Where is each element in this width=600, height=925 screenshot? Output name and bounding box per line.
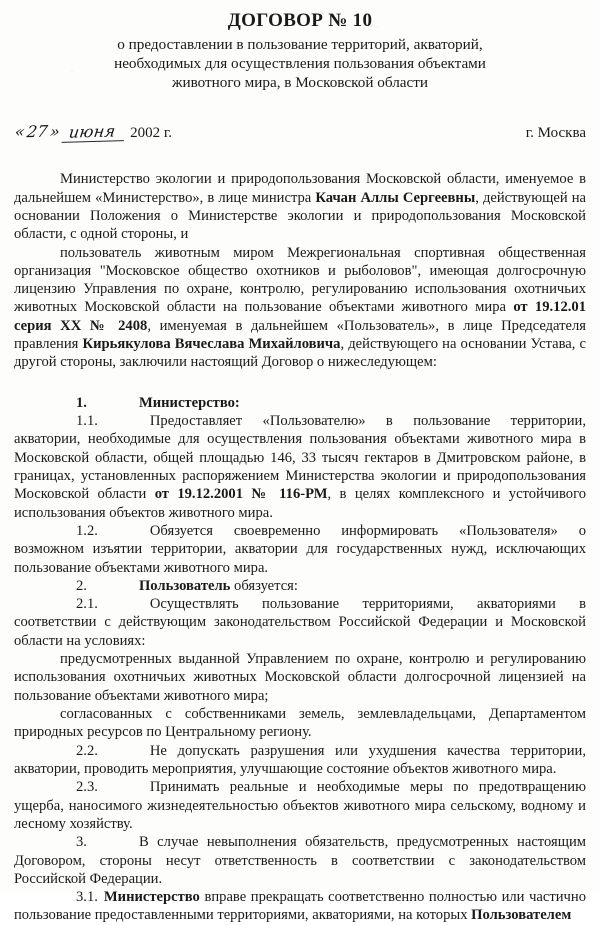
clause-1-1-text-after: , в целях комплексного и устойчивого использования объектов животного мира. — [14, 486, 586, 521]
contract-place: г. Москва — [525, 125, 586, 142]
clause-2-1-number: 2.1. — [76, 596, 98, 613]
section-2-number: 2. — [76, 577, 87, 594]
section-2-heading — [14, 577, 586, 595]
clause-1-1-text-before: Предоставляет «Пользователю» в пользование территории, акватории, необходимые для осуществления пользования объектами животного мира в Московской области, общей площадью 146, 33 тысяч гектаров в Дмитровском районе, в границах, установленных распоряжением Министерства экологии и природопользования Московской области — [14, 413, 586, 503]
clause-2-1 — [14, 595, 586, 650]
date-year: 2002 г. — [130, 125, 173, 142]
minister-name: Качан Аллы Сергеевны — [315, 189, 476, 206]
spacer — [14, 372, 586, 394]
preamble-ministry-text-2: , действующей на основании Положения о Министерстве экологии и природопользования Московской области, с одной стороны, и — [14, 189, 586, 243]
date-quote-open: « — [13, 122, 27, 142]
contract-date — [14, 122, 172, 142]
clause-3-1 — [14, 888, 586, 925]
date-month-handwritten: июня — [61, 121, 126, 143]
subtitle-line-1: о предоставлении в пользование территорий, акваторий, — [117, 35, 483, 53]
preamble-ministry — [14, 170, 586, 243]
page-title: ДОГОВОР № 10 — [227, 10, 373, 31]
license-reference: от 19.12.01 серия ХХ № 2408 — [14, 299, 586, 334]
clause-1-2 — [14, 522, 586, 577]
date-place-row — [14, 122, 586, 142]
preamble-user-text-2: , именуемая в дальнейшем «Пользователь», в лице Председателя правления — [14, 317, 586, 353]
preamble-ministry-text-1: Министерство экологии и природопользования Московской области, именуемое в дальнейшем «Министерство», в лице министра — [14, 171, 586, 206]
clause-2-2-number: 2.2. — [76, 742, 98, 759]
clause-2-1-subparagraph-1: предусмотренных выданной Управлением по охране, контролю и регулированию использования охотничьих животных Московской области долгосрочной лицензией на пользование объектами животного мира; — [14, 651, 586, 704]
clause-2-3-number: 2.3. — [76, 779, 98, 796]
clause-1-2-text: Обязуется своевременно информировать «Пользователя» о возможном изъятии территории, акватории для государственных нужд, исключающих пользование объектами животного мира. — [14, 522, 586, 576]
document-subtitle — [40, 34, 560, 92]
clause-1-1-number: 1.1. — [76, 413, 98, 430]
preamble-user — [14, 244, 586, 372]
date-quote-close: » — [48, 122, 62, 142]
date-day-handwritten: 27 — [25, 121, 50, 142]
clause-1-2-number: 1.2. — [76, 522, 98, 539]
preamble-user-text-3: , действующего на основании Устава, с другой стороны, заключили настоящий Договор о нижеследующем: — [14, 336, 586, 371]
clause-2-3 — [14, 778, 586, 833]
section-1-title: Министерство: — [138, 394, 240, 411]
clause-3-1-number: 3.1. — [76, 889, 98, 906]
section-1-heading — [14, 394, 586, 412]
clause-3-1-ministry-bold: Министерство — [103, 889, 200, 906]
clause-1-1 — [14, 412, 586, 522]
subtitle-line-2: необходимых для осуществления пользования объектами — [114, 54, 486, 72]
preamble-user-text-1: пользователь животным миром Межрегиональная спортивная общественная организация "Московское общество охотников и рыболовов", имеющая долгосрочную лицензию Управления по охране, контролю, регулированию использования охотничьих животных Московской области на пользование объектами животного мира — [14, 244, 586, 316]
clause-3-1-user-bold: Пользователем — [471, 907, 572, 924]
section-3 — [14, 833, 586, 888]
clause-3-1-text: вправе прекращать соответственно полностью или частично пользование предоставленными территориями, акваториями, на которых — [14, 889, 586, 924]
clause-2-2 — [14, 742, 586, 779]
section-1-number: 1. — [76, 394, 87, 411]
clause-2-3-text: Принимать реальные и необходимые меры по предотвращению ущерба, наносимого жизнедеятельностью объектов животного мира сельскому, водному и лесному хозяйству. — [14, 779, 586, 832]
clause-2-2-text: Не допускать разрушения или ухудшения качества территории, акватории, проводить мероприятия, улучшающие состояние объектов животного мира. — [14, 742, 586, 777]
clause-1-1-order-reference: от 19.12.2001 № 116-РМ — [154, 486, 328, 503]
clause-2-1-subparagraph-2: согласованных с собственниками земель, землевладельцами, Департаментом природных ресурсов по Центральному региону. — [14, 706, 586, 741]
document-body — [14, 170, 586, 925]
clause-2-1-text: Осуществлять пользование территориями, акваториями в соответствии с действующим законодательством Российской Федерации и Московской области на условиях: — [14, 596, 586, 649]
section-3-number: 3. — [76, 834, 87, 851]
section-2-title: Пользователь — [138, 577, 231, 594]
subtitle-line-3: животного мира, в Московской области — [171, 74, 429, 92]
section-2-title-tail: обязуется: — [230, 577, 298, 594]
chairman-name: Кирьякулова Вячеслава Михайловича — [82, 336, 341, 353]
section-3-text: В случае невыполнения обязательств, предусмотренных настоящим Договором, стороны несут ответственность в соответствии с законодательством Российской Федерации. — [14, 834, 586, 887]
